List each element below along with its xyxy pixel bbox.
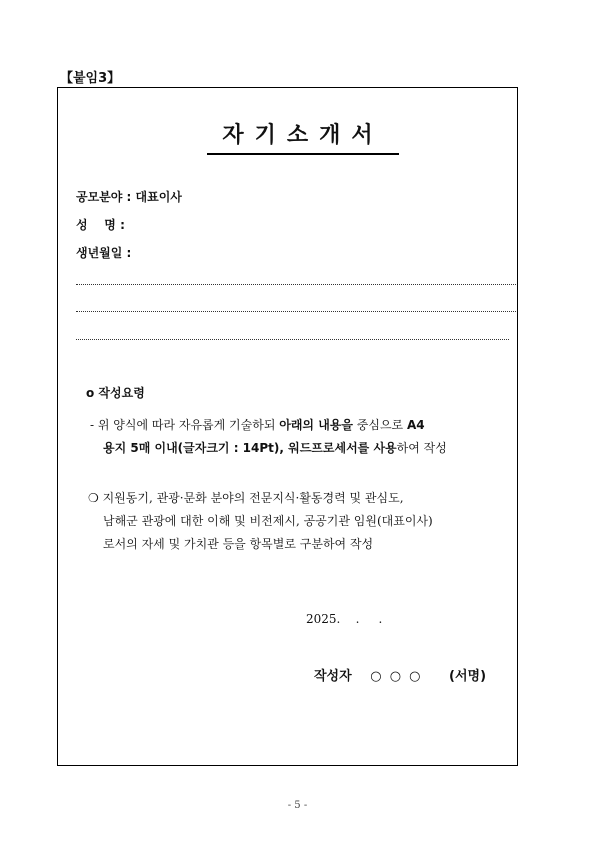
guideline-line-1 [90,414,425,436]
guideline-text: 중심으로 [352,418,407,432]
instruction-line-1: ❍ 지원동기, 관광·문화 분야의 전문지식·활동경력 및 관심도, [88,491,404,505]
document-title: 자기소개서 [207,123,399,155]
dotted-line-2 [76,311,516,312]
name-placeholder-marks: ○ ○ ○ [370,669,423,684]
guideline-text: - 위 양식에 따라 자유롭게 기술하되 [90,418,280,432]
dotted-line-1 [76,284,516,285]
signature-seal: (서명) [449,669,487,684]
attachment-label: 【붙임3】 [60,71,121,86]
page-number: - 5 - [287,800,308,811]
guideline-text: 하여 작성 [396,441,447,455]
guideline-emphasis: 아래의 내용을 [279,418,353,432]
section-heading: o 작성요령 [86,386,145,400]
instruction-line-3: 로서의 자세 및 가치관 등을 항목별로 구분하여 작성 [103,537,374,551]
signature-label: 작성자 [314,669,352,684]
date-line: 2025. . . [306,612,383,626]
instruction-line-2: 남해군 관광에 대한 이해 및 비전제시, 공공기관 임원(대표이사) [103,514,433,528]
signature-line [314,665,486,684]
guideline-emphasis: A4 [406,418,425,432]
field-birthdate: 생년월일 : [76,246,132,260]
guideline-emphasis: 용지 5매 이내(글자크기 : 14Pt), 워드프로세서를 사용 [103,441,397,455]
field-name: 성 명 : [76,218,125,232]
dotted-line-3 [76,339,509,340]
guideline-line-2 [103,437,447,459]
field-position: 공모분야 : 대표이사 [76,190,182,204]
